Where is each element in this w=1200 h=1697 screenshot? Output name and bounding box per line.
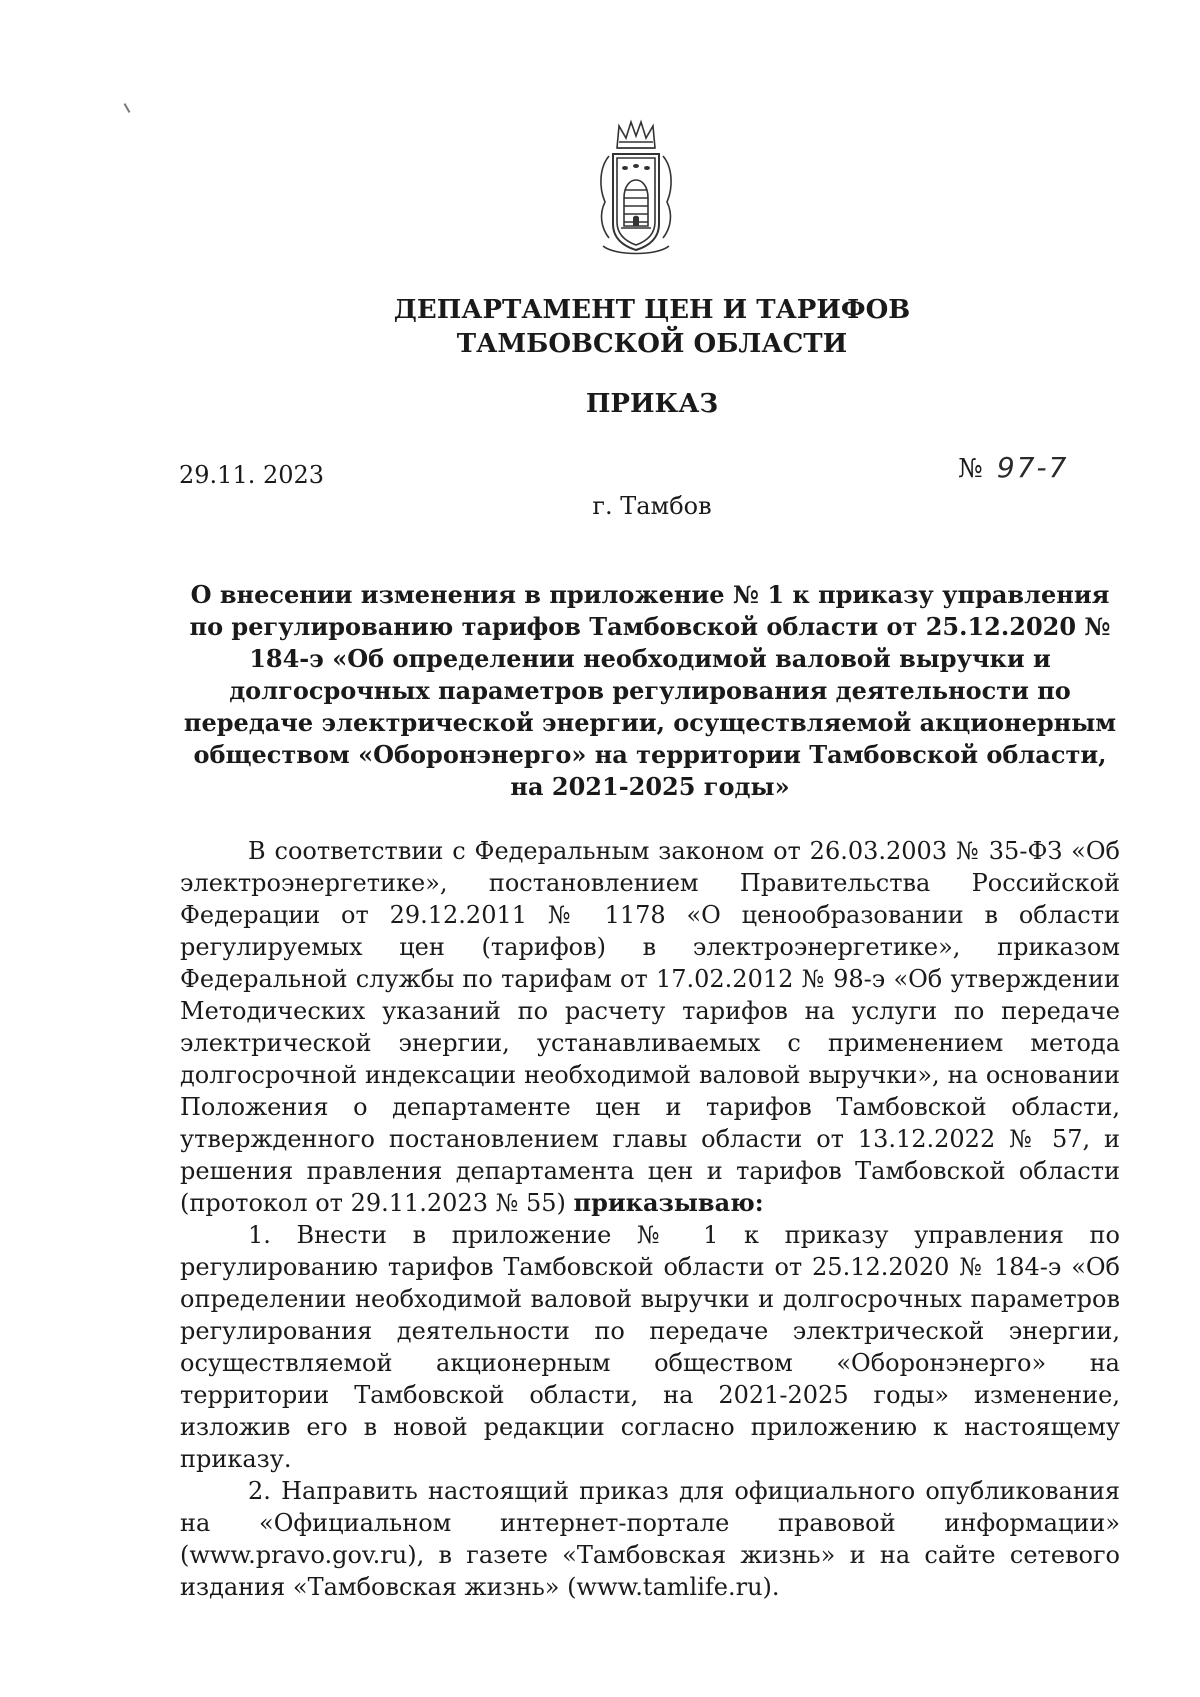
scan-artifact (124, 103, 131, 113)
order-date: 29.11. 2023 (179, 461, 325, 489)
item-2-paragraph: 2. Направить настоящий приказ для официального опубликования на «Официальном интернет-портале правовой информации» (www.pravo.gov.ru), в газете «Тамбовская жизнь» и на сайте сетевого издания «Тамбовская жизнь» (www.tamlife.ru). (180, 1477, 1120, 1601)
preamble-verb: приказываю: (573, 1188, 764, 1217)
department-name-line1: ДЕПАРТАМЕНТ ЦЕН И ТАРИФОВ (393, 295, 911, 325)
order-city: г. Тамбов (592, 492, 712, 520)
number-sign: № (958, 454, 983, 484)
preamble-text: В соответствии с Федеральным законом от 26.03.2003 № 35-ФЗ «Об электроэнергетике», постановлением Правительства Российской Федерации от 29.12.2011 № 1178 «О ценообразовании в области регулируемых цен (тарифов) в электроэнергетике», приказом Федеральной службы по тарифам от 17.02.2012 № 98-э «Об утверждении Методических указаний по расчету тарифов на услуги по передаче электрической энергии, устанавливаемых с применением метода долгосрочной индексации необходимой валовой выручки», на основании Положения о департаменте цен и тарифов Тамбовской области, утвержденного постановлением главы области от 13.12.2022 № 57, и решения правления департамента цен и тарифов Тамбовской области (протокол от 29.11.2023 № 55) (180, 837, 1120, 1217)
order-number (958, 450, 1068, 487)
order-subject: О внесении изменения в приложение № 1 к приказу управления по регулированию тарифов Тамбовской области от 25.12.2020 № 184-э «Об определении необходимой валовой выручки и долгосрочных параметров регулирования деятельности по передаче электрической энергии, осуществляемой акционерным обществом «Оборонэнерго» на территории Тамбовской области, на 2021-2025 годы» (183, 580, 1117, 801)
item-1-paragraph: 1. Внести в приложение № 1 к приказу управления по регулированию тарифов Тамбовской области от 25.12.2020 № 184-э «Об определении необходимой валовой выручки и долгосрочных параметров регулирования деятельности по передаче электрической энергии, осуществляемой акционерным обществом «Оборонэнерго» на территории Тамбовской области, на 2021-2025 годы» изменение, изложив его в новой редакции согласно приложению к настоящему приказу. (180, 1221, 1120, 1473)
document-type-title: ПРИКАЗ (585, 389, 719, 419)
preamble-paragraph (180, 835, 1120, 1219)
tambov-coat-of-arms-icon (595, 118, 677, 268)
handwritten-number: 97-7 (996, 451, 1069, 484)
department-name-line2: ТАМБОВСКОЙ ОБЛАСТИ (456, 329, 848, 359)
order-body (180, 835, 1120, 1603)
